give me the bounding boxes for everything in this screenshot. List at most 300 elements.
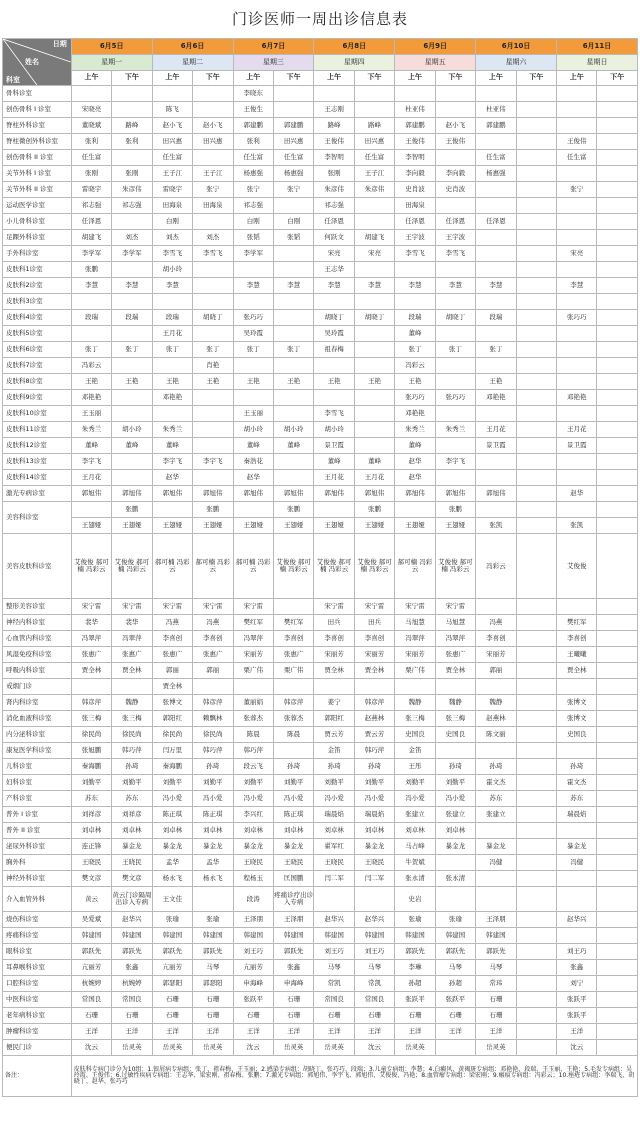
doctor-cell: 李慧 xyxy=(354,278,394,294)
doctor-cell: 王泽朋 xyxy=(476,912,516,928)
dept-name: 风湿免疫科诊室 xyxy=(3,647,72,663)
doctor-cell xyxy=(273,310,313,326)
doctor-cell xyxy=(516,1040,556,1056)
table-row xyxy=(3,727,638,743)
doctor-cell: 李琳 xyxy=(395,960,435,976)
doctor-cell: 赵小飞 xyxy=(152,118,192,134)
dept-name: 足踝外科诊室 xyxy=(3,230,72,246)
doctor-cell: 艾俊俊 郝可楠 冯彩云 xyxy=(354,534,394,599)
doctor-cell xyxy=(597,807,638,823)
doctor-cell: 王洋 xyxy=(193,1024,233,1040)
doctor-cell xyxy=(557,887,597,912)
dept-name: 眼科诊室 xyxy=(3,944,72,960)
doctor-cell xyxy=(516,992,556,1008)
doctor-cell: 刘卓林 xyxy=(395,823,435,839)
doctor-cell: 张鹏 xyxy=(71,262,111,278)
doctor-cell xyxy=(557,374,597,390)
doctor-cell: 沈云 xyxy=(71,1040,111,1056)
footnote-text: 皮肤科专病门诊分为10组：1.银屑病专病组：张丁、祖春梅、王玉丽；2.感染专病组：胡晓丁、张巧巧、段瑞；3.儿童专病组：李慧；4.白癜风、黄褐斑专病组：邓艳艳、段瑞、王玉丽、王艳；5.毛发专病组：吴玲霞、王俊伟；6.过敏性疾病专病组：王志华、梁宏刚、祖春梅、张鹏；7.激光专病组：郭旭伟、李宇飞、郭旭伟、艾俊俊、冯艳；8.血管瘤专病组：梁宏刚；9.瘢痕专病组：冯彩云；10.痤疮专病组：李瑞飞、胡晓丁、赵华、张巧巧 xyxy=(71,1056,637,1097)
doctor-cell: 宋宁雷 xyxy=(354,599,394,615)
doctor-cell xyxy=(516,102,556,118)
doctor-cell xyxy=(597,214,638,230)
doctor-cell: 郭跃先 xyxy=(193,944,233,960)
doctor-cell xyxy=(557,358,597,374)
doctor-cell xyxy=(597,1024,638,1040)
doctor-cell: 刘杰 xyxy=(193,230,233,246)
doctor-cell: 田兵 xyxy=(354,615,394,631)
doctor-cell: 翟军红 xyxy=(314,839,354,855)
doctor-cell: 王晓民 xyxy=(112,855,152,871)
doctor-cell: 王洋 xyxy=(476,1024,516,1040)
dept-name: 皮肤科6诊室 xyxy=(3,342,72,358)
doctor-cell: 贾云芳 xyxy=(314,727,354,743)
doctor-cell: 金笛 xyxy=(395,743,435,759)
doctor-cell xyxy=(597,631,638,647)
doctor-cell: 胡建飞 xyxy=(354,230,394,246)
doctor-cell: 刘王巧 xyxy=(314,944,354,960)
doctor-cell: 暴金龙 xyxy=(193,839,233,855)
doctor-cell xyxy=(516,711,556,727)
doctor-cell xyxy=(516,960,556,976)
doctor-cell: 冯健 xyxy=(476,855,516,871)
doctor-cell xyxy=(112,262,152,278)
doctor-cell xyxy=(233,390,273,406)
doctor-cell: 王子江 xyxy=(354,166,394,182)
doctor-cell xyxy=(476,182,516,198)
table-row xyxy=(3,887,638,912)
doctor-cell xyxy=(516,390,556,406)
dept-name: 产科诊室 xyxy=(3,791,72,807)
doctor-cell xyxy=(273,454,313,470)
doctor-cell xyxy=(597,198,638,214)
doctor-cell: 胡小玲 xyxy=(314,422,354,438)
doctor-cell: 王月花 xyxy=(314,470,354,486)
dept-name: 皮肤科2诊室 xyxy=(3,278,72,294)
doctor-cell: 王洋 xyxy=(435,1024,475,1040)
doctor-cell: 冯彩云 xyxy=(476,534,516,599)
doctor-cell xyxy=(193,422,233,438)
doctor-cell: 陈飞 xyxy=(152,102,192,118)
doctor-cell: 李喜创 xyxy=(152,631,192,647)
doctor-cell: 张刚 xyxy=(314,166,354,182)
doctor-cell: 郭旭伟 xyxy=(435,486,475,502)
doctor-cell: 郭旭伟 xyxy=(273,486,313,502)
doctor-cell: 宋宁雷 xyxy=(314,599,354,615)
pm-header: 下午 xyxy=(597,71,638,86)
doctor-cell: 王晓民 xyxy=(354,855,394,871)
doctor-cell: 艾俊俊 郝可楠 冯彩云 xyxy=(273,534,313,599)
doctor-cell: 李学军 xyxy=(233,246,273,262)
doctor-cell: 李慧 xyxy=(435,278,475,294)
doctor-cell: 韩彦萍 xyxy=(273,695,313,711)
doctor-cell: 李慧 xyxy=(71,278,111,294)
dept-name: 皮肤科12诊室 xyxy=(3,438,72,454)
doctor-cell: 李向毅 xyxy=(395,166,435,182)
doctor-cell xyxy=(354,326,394,342)
weekday-header: 星期一 xyxy=(71,55,152,71)
doctor-cell xyxy=(597,823,638,839)
doctor-cell xyxy=(597,502,638,518)
doctor-cell xyxy=(516,871,556,887)
doctor-cell: 杨永飞 xyxy=(193,871,233,887)
doctor-cell: 郭跃先 xyxy=(273,944,313,960)
doctor-cell xyxy=(516,855,556,871)
doctor-cell xyxy=(435,679,475,695)
doctor-cell xyxy=(516,599,556,615)
doctor-cell xyxy=(516,86,556,102)
doctor-cell: 张跃平 xyxy=(435,992,475,1008)
doctor-cell xyxy=(516,374,556,390)
doctor-cell: 王晓民 xyxy=(233,855,273,871)
doctor-cell: 匡国鹏 xyxy=(273,871,313,887)
doctor-cell: 王月花 xyxy=(557,422,597,438)
doctor-cell: 邓艳艳 xyxy=(152,390,192,406)
doctor-cell: 宋晓亮 xyxy=(71,102,111,118)
doctor-cell xyxy=(516,944,556,960)
doctor-cell xyxy=(597,294,638,310)
doctor-cell xyxy=(193,679,233,695)
doctor-cell xyxy=(597,647,638,663)
doctor-cell xyxy=(597,912,638,928)
doctor-cell: 金笛 xyxy=(314,743,354,759)
date-header: 6月5日 xyxy=(71,39,152,55)
doctor-cell xyxy=(476,246,516,262)
doctor-cell: 邓艳艳 xyxy=(71,390,111,406)
doctor-cell: 常国良 xyxy=(71,992,111,1008)
doctor-cell: 樊文彦 xyxy=(71,871,111,887)
doctor-cell: 史肖波 xyxy=(395,182,435,198)
doctor-cell: 张博文 xyxy=(152,695,192,711)
doctor-cell: 孙琦 xyxy=(112,759,152,775)
doctor-cell: 常凯 xyxy=(314,976,354,992)
doctor-cell xyxy=(476,502,516,518)
doctor-cell: 石珊 xyxy=(193,992,233,1008)
doctor-cell: 郭旭伟 xyxy=(193,486,233,502)
doctor-cell: 冯翠萍 xyxy=(233,631,273,647)
doctor-cell: 冯小爱 xyxy=(395,791,435,807)
doctor-cell xyxy=(597,134,638,150)
dept-name: 神经外科诊室 xyxy=(3,871,72,887)
doctor-cell: 郭建鹏 xyxy=(476,118,516,134)
doctor-cell: 赵华 xyxy=(557,486,597,502)
table-row xyxy=(3,358,638,374)
weekday-header: 星期日 xyxy=(557,55,638,71)
doctor-cell: 刘卓林 xyxy=(112,823,152,839)
doctor-cell xyxy=(435,150,475,166)
doctor-cell: 张利 xyxy=(233,134,273,150)
doctor-cell xyxy=(476,230,516,246)
doctor-cell: 田兴惠 xyxy=(193,134,233,150)
table-row xyxy=(3,599,638,615)
doctor-cell: 马旭慧 xyxy=(395,615,435,631)
dept-name: 口腔科诊室 xyxy=(3,976,72,992)
doctor-cell: 王俊伟 xyxy=(314,134,354,150)
doctor-cell xyxy=(597,775,638,791)
am-header: 上午 xyxy=(395,71,435,86)
doctor-cell xyxy=(152,406,192,422)
doctor-cell: 艾俊俊 郝可楠 冯彩云 xyxy=(435,534,475,599)
doctor-cell: 张蓉杰 xyxy=(273,711,313,727)
doctor-cell: 张惠广 xyxy=(193,647,233,663)
doctor-cell: 王俊伟 xyxy=(557,134,597,150)
doctor-cell: 宋宁雷 xyxy=(112,599,152,615)
doctor-cell xyxy=(273,599,313,615)
doctor-cell: 任生富 xyxy=(354,150,394,166)
doctor-cell: 暴金龙 xyxy=(435,839,475,855)
doctor-cell: 李慧 xyxy=(314,278,354,294)
doctor-cell: 秦浩花 xyxy=(233,454,273,470)
schedule-table xyxy=(2,38,638,1097)
doctor-cell: 任泽恩 xyxy=(395,214,435,230)
doctor-cell xyxy=(354,887,394,912)
doctor-cell: 王艳 xyxy=(193,374,233,390)
date-header: 6月11日 xyxy=(557,39,638,55)
doctor-cell: 霍文杰 xyxy=(476,775,516,791)
doctor-cell: 张凯 xyxy=(557,518,597,534)
doctor-cell xyxy=(476,823,516,839)
doctor-cell: 徐民尚 xyxy=(71,727,111,743)
pm-header: 下午 xyxy=(193,71,233,86)
doctor-cell: 白刚 xyxy=(152,214,192,230)
doctor-cell: 路峰 xyxy=(354,118,394,134)
doctor-cell: 赵华 xyxy=(152,470,192,486)
doctor-cell: 刘卓林 xyxy=(314,823,354,839)
doctor-cell: 胡晓丁 xyxy=(314,310,354,326)
dept-name: 普外 II 诊室 xyxy=(3,823,72,839)
doctor-cell xyxy=(476,743,516,759)
doctor-cell: 董峰 xyxy=(233,438,273,454)
doctor-cell: 张鹏 xyxy=(273,502,313,518)
doctor-cell xyxy=(112,214,152,230)
doctor-cell: 王艳 xyxy=(112,374,152,390)
doctor-cell xyxy=(557,599,597,615)
dept-name: 皮肤科14诊室 xyxy=(3,470,72,486)
doctor-cell xyxy=(597,695,638,711)
doctor-cell xyxy=(273,102,313,118)
doctor-cell: 郭跃先 xyxy=(71,944,111,960)
doctor-cell: 董峰 xyxy=(112,438,152,454)
doctor-cell: 岳灵英 xyxy=(193,1040,233,1056)
doctor-cell xyxy=(273,326,313,342)
doctor-cell xyxy=(233,294,273,310)
doctor-cell: 韩建国 xyxy=(314,928,354,944)
dept-name: 激光专病诊室 xyxy=(3,486,72,502)
doctor-cell: 张巧巧 xyxy=(395,390,435,406)
dept-name: 小儿骨科诊室 xyxy=(3,214,72,230)
doctor-cell: 董峰 xyxy=(395,326,435,342)
doctor-cell: 张瑜 xyxy=(193,912,233,928)
doctor-cell xyxy=(152,86,192,102)
doctor-cell: 宋丽芳 xyxy=(233,647,273,663)
doctor-cell: 王子江 xyxy=(193,166,233,182)
doctor-cell: 张丁 xyxy=(273,342,313,358)
doctor-cell xyxy=(516,1008,556,1024)
doctor-cell xyxy=(193,278,233,294)
doctor-cell: 冯小爱 xyxy=(435,791,475,807)
doctor-cell xyxy=(435,470,475,486)
doctor-cell xyxy=(273,470,313,486)
doctor-cell: 王曦曦 xyxy=(557,647,597,663)
doctor-cell xyxy=(597,342,638,358)
pm-header: 下午 xyxy=(273,71,313,86)
doctor-cell: 郭丽 xyxy=(193,663,233,679)
dept-name: 妇科诊室 xyxy=(3,775,72,791)
doctor-cell xyxy=(516,118,556,134)
doctor-cell: 刘祥彦 xyxy=(71,807,111,823)
doctor-cell: 石珊 xyxy=(314,1008,354,1024)
doctor-cell xyxy=(476,454,516,470)
doctor-cell: 艾俊俊 郝可楠 冯彩云 xyxy=(112,534,152,599)
dept-name: 运动医学诊室 xyxy=(3,198,72,214)
doctor-cell: 石珊 xyxy=(273,1008,313,1024)
doctor-cell: 宋丽芳 xyxy=(476,647,516,663)
dept-name: 呼吸内科诊室 xyxy=(3,663,72,679)
table-row xyxy=(3,759,638,775)
doctor-cell xyxy=(597,166,638,182)
doctor-cell xyxy=(516,454,556,470)
table-row xyxy=(3,262,638,278)
doctor-cell xyxy=(435,198,475,214)
doctor-cell: 张丁 xyxy=(395,342,435,358)
doctor-cell: 孟华 xyxy=(152,855,192,871)
doctor-cell xyxy=(516,326,556,342)
dept-name: 创伤骨科 I 诊室 xyxy=(3,102,72,118)
doctor-cell: 张巧巧 xyxy=(233,310,273,326)
doctor-cell: 李雪飞 xyxy=(152,246,192,262)
dept-name: 美容皮肤科诊室 xyxy=(3,534,72,599)
doctor-cell: 徐民尚 xyxy=(112,727,152,743)
doctor-cell: 田海泉 xyxy=(193,198,233,214)
dept-name: 皮肤科11诊室 xyxy=(3,422,72,438)
doctor-cell xyxy=(516,791,556,807)
doctor-cell xyxy=(557,823,597,839)
doctor-cell xyxy=(273,743,313,759)
doctor-cell: 栗广伟 xyxy=(395,663,435,679)
doctor-cell xyxy=(597,976,638,992)
doctor-cell: 暴金龙 xyxy=(557,839,597,855)
doctor-cell: 郭跃先 xyxy=(435,944,475,960)
doctor-cell: 段瑞 xyxy=(476,310,516,326)
doctor-cell xyxy=(516,198,556,214)
doctor-cell xyxy=(435,294,475,310)
table-row xyxy=(3,406,638,422)
doctor-cell: 孙超 xyxy=(395,976,435,992)
doctor-cell: 张三梅 xyxy=(395,711,435,727)
doctor-cell: 韩建国 xyxy=(233,928,273,944)
doctor-cell: 李宇飞 xyxy=(193,454,233,470)
doctor-cell: 刘王巧 xyxy=(354,944,394,960)
doctor-cell: 冯小爱 xyxy=(233,791,273,807)
doctor-cell: 刘勤平 xyxy=(354,775,394,791)
doctor-cell: 胡建飞 xyxy=(71,230,111,246)
doctor-cell: 路峰 xyxy=(112,118,152,134)
doctor-cell: 段涛 xyxy=(233,887,273,912)
doctor-cell: 苏东 xyxy=(557,791,597,807)
doctor-cell: 田兴惠 xyxy=(152,134,192,150)
doctor-cell xyxy=(193,390,233,406)
doctor-cell: 董晓斌 xyxy=(71,118,111,134)
table-row xyxy=(3,1024,638,1040)
doctor-cell: 张凯 xyxy=(476,518,516,534)
doctor-cell: 赵小飞 xyxy=(193,118,233,134)
table-row xyxy=(3,374,638,390)
doctor-cell: 张丁 xyxy=(476,342,516,358)
table-row xyxy=(3,695,638,711)
doctor-cell xyxy=(112,294,152,310)
doctor-cell: 胡小玲 xyxy=(152,262,192,278)
doctor-cell xyxy=(273,86,313,102)
date-header: 6月8日 xyxy=(314,39,395,55)
doctor-cell xyxy=(435,438,475,454)
dept-name: 内分泌科诊室 xyxy=(3,727,72,743)
doctor-cell xyxy=(597,887,638,912)
doctor-cell: 宋丽芳 xyxy=(354,647,394,663)
doctor-cell: 孙超 xyxy=(435,976,475,992)
doctor-cell: 段瑞 xyxy=(112,310,152,326)
am-header: 上午 xyxy=(476,71,516,86)
doctor-cell xyxy=(557,230,597,246)
doctor-cell: 祁志强 xyxy=(71,198,111,214)
doctor-cell xyxy=(476,871,516,887)
doctor-cell xyxy=(597,486,638,502)
dept-name: 老年病科诊室 xyxy=(3,1008,72,1024)
doctor-cell: 冯翠萍 xyxy=(435,631,475,647)
doctor-cell xyxy=(597,791,638,807)
doctor-cell: 李慧 xyxy=(112,278,152,294)
date-header: 6月10日 xyxy=(476,39,557,55)
doctor-cell: 胡晓丁 xyxy=(354,310,394,326)
doctor-cell: 韩建国 xyxy=(71,928,111,944)
dept-name: 美容科诊室 xyxy=(3,502,72,534)
doctor-cell xyxy=(516,928,556,944)
date-header: 6月6日 xyxy=(152,39,233,55)
am-header: 上午 xyxy=(314,71,354,86)
table-row xyxy=(3,928,638,944)
dept-name: 皮肤科10诊室 xyxy=(3,406,72,422)
dept-name: 手外科诊室 xyxy=(3,246,72,262)
doctor-cell: 王翅娅 xyxy=(152,518,192,534)
doctor-cell xyxy=(193,86,233,102)
doctor-cell xyxy=(557,679,597,695)
doctor-cell: 李兴红 xyxy=(233,807,273,823)
doctor-cell xyxy=(354,358,394,374)
doctor-cell xyxy=(435,743,475,759)
doctor-cell: 田兴惠 xyxy=(354,134,394,150)
dept-name: 儿科诊室 xyxy=(3,759,72,775)
doctor-cell: 冯小爱 xyxy=(314,791,354,807)
doctor-cell xyxy=(273,246,313,262)
table-row xyxy=(3,775,638,791)
doctor-cell: 董峰 xyxy=(314,454,354,470)
doctor-cell xyxy=(557,262,597,278)
doctor-cell: 贾全林 xyxy=(557,663,597,679)
doctor-cell xyxy=(597,262,638,278)
doctor-cell xyxy=(516,422,556,438)
doctor-cell: 张博文 xyxy=(557,711,597,727)
doctor-cell: 韩巧萍 xyxy=(193,743,233,759)
table-row xyxy=(3,166,638,182)
table-row xyxy=(3,1040,638,1056)
doctor-cell xyxy=(112,86,152,102)
doctor-cell: 宋亮 xyxy=(314,246,354,262)
doctor-cell: 何跃文 xyxy=(314,230,354,246)
doctor-cell: 赵燕林 xyxy=(476,711,516,727)
doctor-cell: 王翅娅 xyxy=(395,518,435,534)
doctor-cell xyxy=(597,326,638,342)
doctor-cell: 陈文丽 xyxy=(476,727,516,743)
doctor-cell: 陈晨 xyxy=(233,727,273,743)
table-row xyxy=(3,486,638,502)
